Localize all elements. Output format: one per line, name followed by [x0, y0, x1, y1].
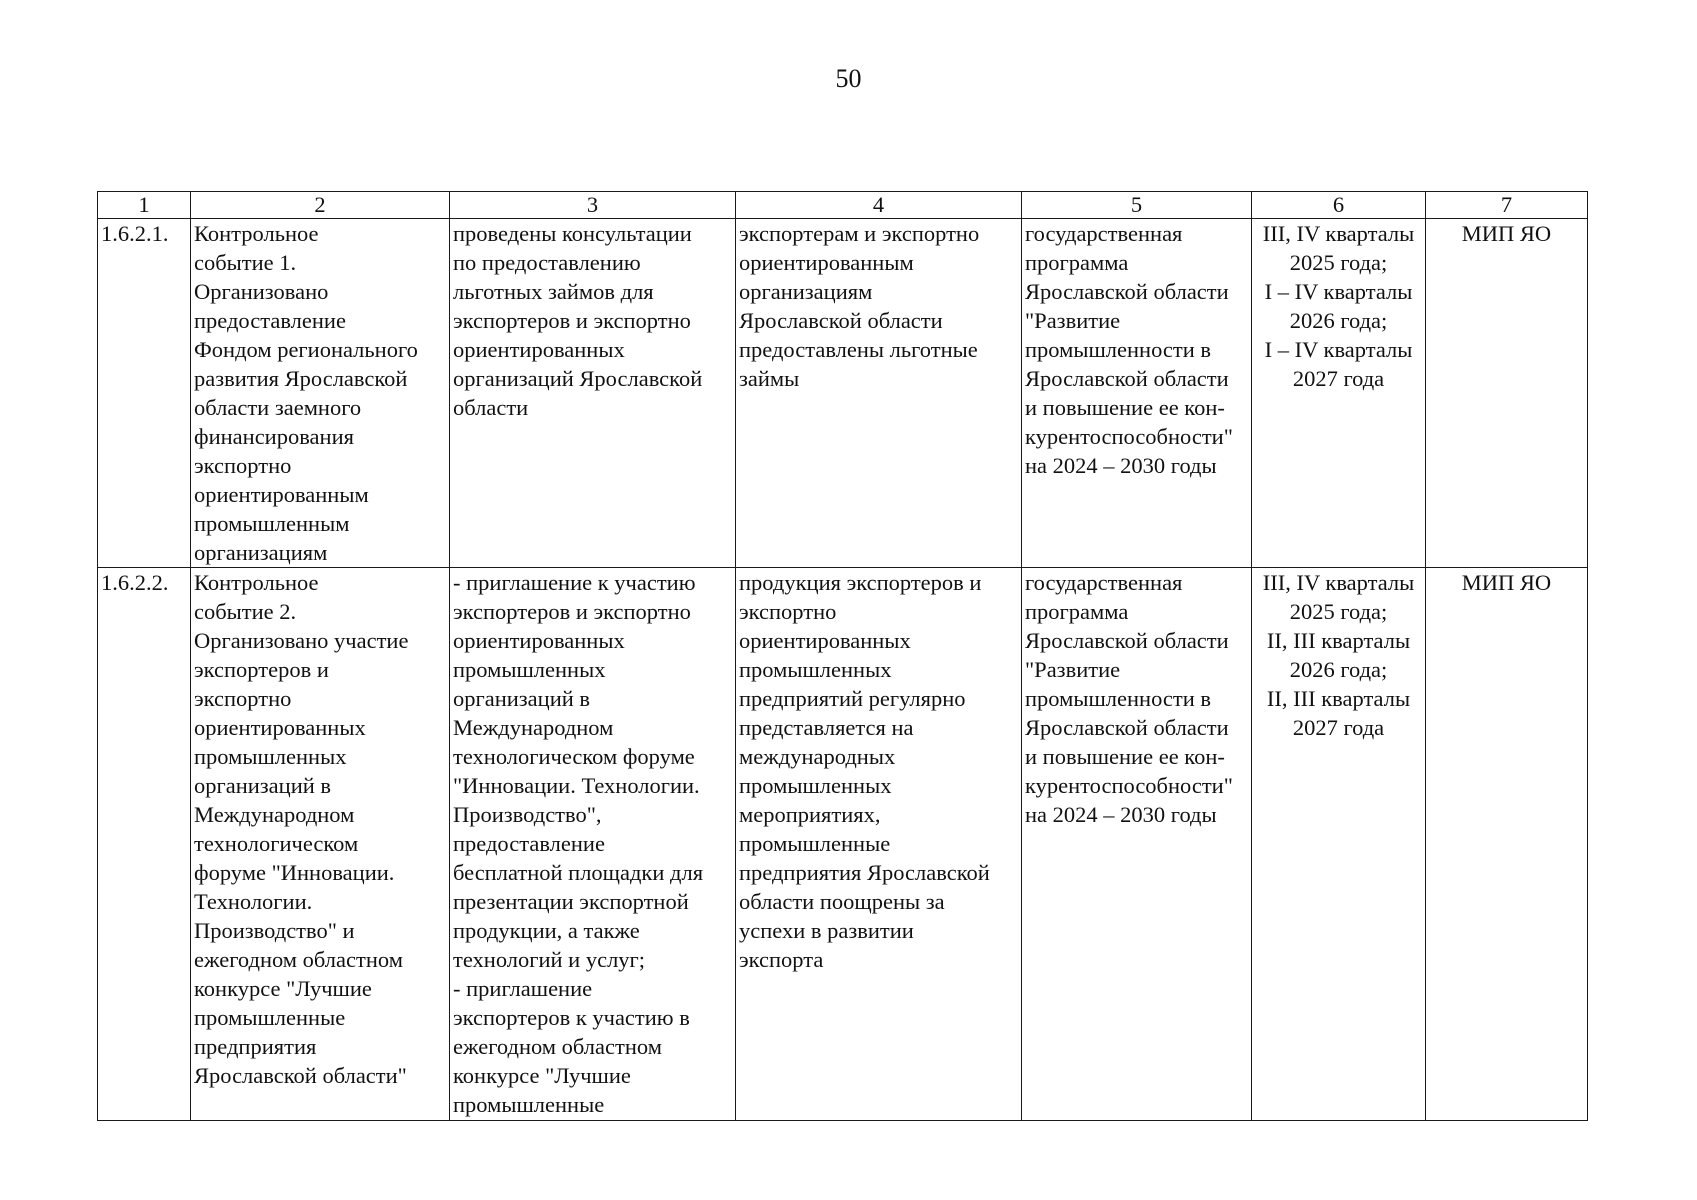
table-row: [98, 219, 1588, 568]
measure-text: проведены консультации по предоставлению льготных займов для экспортеров и экспортно ориентированных организаций Ярославской области: [453, 221, 703, 420]
column-header-2: 2: [191, 192, 450, 219]
column-header-5: 5: [1022, 192, 1252, 219]
event-cell: [191, 568, 450, 1121]
executor-text: МИП ЯО: [1461, 570, 1552, 595]
column-header-1: 1: [98, 192, 191, 219]
table-header-row: [98, 192, 1588, 219]
table-row: [98, 568, 1588, 1121]
program-text: государственная программа Ярославской области "Развитие промышленности в Ярославской области и повышение ее кон- курентоспособности" на 2024 – 2030 годы: [1025, 570, 1233, 827]
deadline-text: III, IV кварталы 2025 года; I – IV кварталы 2026 года; I – IV кварталы 2027 года: [1262, 221, 1415, 391]
event-cell: [191, 219, 450, 568]
executor-text: МИП ЯО: [1461, 221, 1552, 246]
deadline-cell: [1252, 568, 1426, 1121]
program-cell: [1022, 568, 1252, 1121]
deadline-text: III, IV кварталы 2025 года; II, III кварталы 2026 года; II, III кварталы 2027 года: [1262, 570, 1415, 740]
result-cell: [736, 219, 1022, 568]
result-text: продукция экспортеров и экспортно ориентированных промышленных предприятий регулярно представляется на международных промышленных мероприятиях, промышленные предприятия Ярославской области поощрены за успехи в развитии экспорта: [739, 570, 990, 972]
plan-table: [97, 191, 1588, 1121]
event-text: Контрольное событие 2. Организовано участие экспортеров и экспортно ориентированных промышленных организаций в Международном технологическом форуме "Инновации. Технологии. Производство" и ежегодном областном конкурсе "Лучшие промышленные предприятия Ярославской области": [194, 570, 409, 1088]
page-number: 50: [835, 64, 862, 93]
measure-cell: [450, 568, 736, 1121]
row-number: 1.6.2.2.: [101, 570, 169, 595]
column-header-7: 7: [1426, 192, 1588, 219]
row-number: 1.6.2.1.: [101, 221, 169, 246]
column-header-3: 3: [450, 192, 736, 219]
measure-text: - приглашение к участию экспортеров и экспортно ориентированных промышленных организаций в Международном технологическом форуме "Инновации. Технологии. Производство", предоставление бесплатной площадки для презентации экспортной продукции, а также технологий и услуг; - приглашение экспортеров к участию в ежегодном областном конкурсе "Лучшие промышленные: [453, 570, 704, 1117]
deadline-cell: [1252, 219, 1426, 568]
column-header-6: 6: [1252, 192, 1426, 219]
row-number-cell: [98, 568, 191, 1121]
executor-cell: [1426, 568, 1588, 1121]
program-cell: [1022, 219, 1252, 568]
column-header-4: 4: [736, 192, 1022, 219]
row-number-cell: [98, 219, 191, 568]
result-cell: [736, 568, 1022, 1121]
measure-cell: [450, 219, 736, 568]
result-text: экспортерам и экспортно ориентированным организациям Ярославской области предоставлены льготные займы: [739, 221, 980, 391]
executor-cell: [1426, 219, 1588, 568]
program-text: государственная программа Ярославской области "Развитие промышленности в Ярославской области и повышение ее кон- курентоспособности" на 2024 – 2030 годы: [1025, 221, 1233, 478]
event-text: Контрольное событие 1. Организовано предоставление Фондом регионального развития Ярославской области заемного финансирования экспортно ориентированным промышленным организациям: [194, 221, 418, 565]
